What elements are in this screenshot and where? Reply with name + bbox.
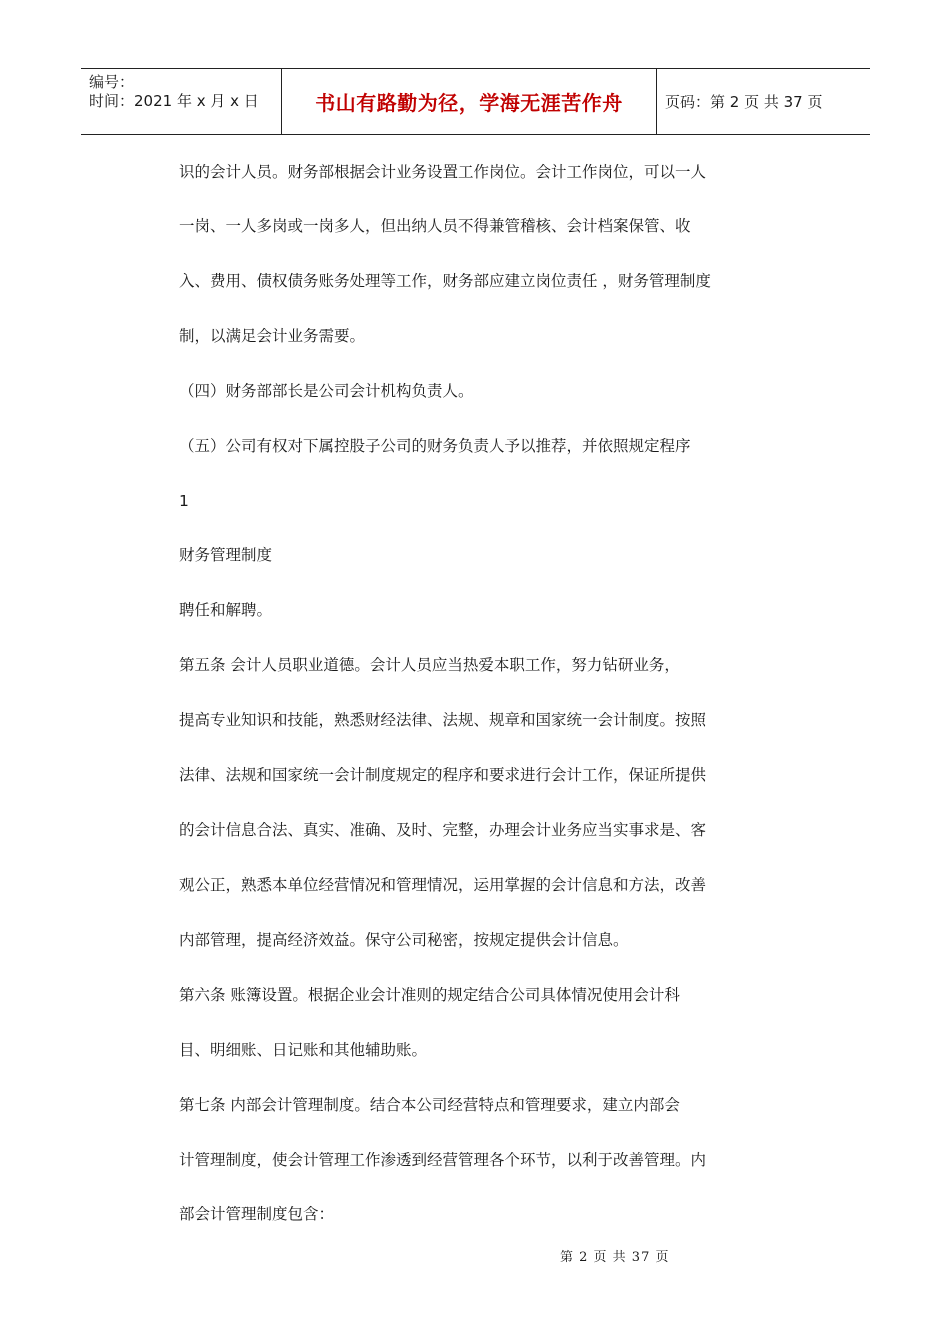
body-line: 制，以满足会计业务需要。: [179, 327, 366, 345]
body-line: 识的会计人员。财务部根据会计业务设置工作岗位。会计工作岗位，可以一人: [179, 163, 707, 181]
body-line: 聘任和解聘。: [179, 601, 273, 619]
header-meta-cell: [81, 69, 282, 134]
body-line: 部会计管理制度包含：: [179, 1205, 335, 1223]
page-number-marker: 1: [179, 492, 189, 510]
body-line: （四）财务部部长是公司会计机构负责人。: [179, 382, 474, 400]
header-page-info: 页码：第 2 页 共 37 页: [665, 93, 823, 111]
body-line: （五）公司有权对下属控股子公司的财务负责人予以推荐，并依照规定程序: [179, 437, 691, 455]
body-line: 提高专业知识和技能，熟悉财经法律、法规、规章和国家统一会计制度。按照: [179, 711, 707, 729]
header-motto: 书山有路勤为径，学海无涯苦作舟: [282, 69, 657, 134]
body-line: 入、费用、债权债务账务处理等工作，财务部应建立岗位责任 ，财务管理制度: [179, 272, 711, 290]
time-label: 时间：2021 年 x 月 x 日: [89, 92, 259, 110]
body-line: 的会计信息合法、真实、准确、及时、完整，办理会计业务应当实事求是、客: [179, 821, 707, 839]
body-line: 观公正，熟悉本单位经营情况和管理情况，运用掌握的会计信息和方法，改善: [179, 876, 707, 894]
body-line: 计管理制度，使会计管理工作渗透到经营管理各个环节，以利于改善管理。内: [179, 1151, 707, 1169]
code-label: 编号：: [89, 73, 135, 91]
body-line: 内部管理，提高经济效益。保守公司秘密，按规定提供会计信息。: [179, 931, 629, 949]
body-line: 目、明细账、日记账和其他辅助账。: [179, 1041, 428, 1059]
body-line: 第七条 内部会计管理制度。结合本公司经营特点和管理要求，建立内部会: [179, 1096, 680, 1114]
running-title: 财务管理制度: [179, 546, 273, 564]
body-line: 一岗、一人多岗或一岗多人，但出纳人员不得兼管稽核、会计档案保管、收: [179, 217, 691, 235]
body-line: 法律、法规和国家统一会计制度规定的程序和要求进行会计工作，保证所提供: [179, 766, 707, 784]
document-header: [81, 68, 870, 135]
body-line: 第六条 账簿设置。根据企业会计准则的规定结合公司具体情况使用会计科: [179, 986, 680, 1004]
page-footer: 第 2 页 共 37 页: [560, 1250, 670, 1265]
body-line: 第五条 会计人员职业道德。会计人员应当热爱本职工作，努力钻研业务，: [179, 656, 680, 674]
